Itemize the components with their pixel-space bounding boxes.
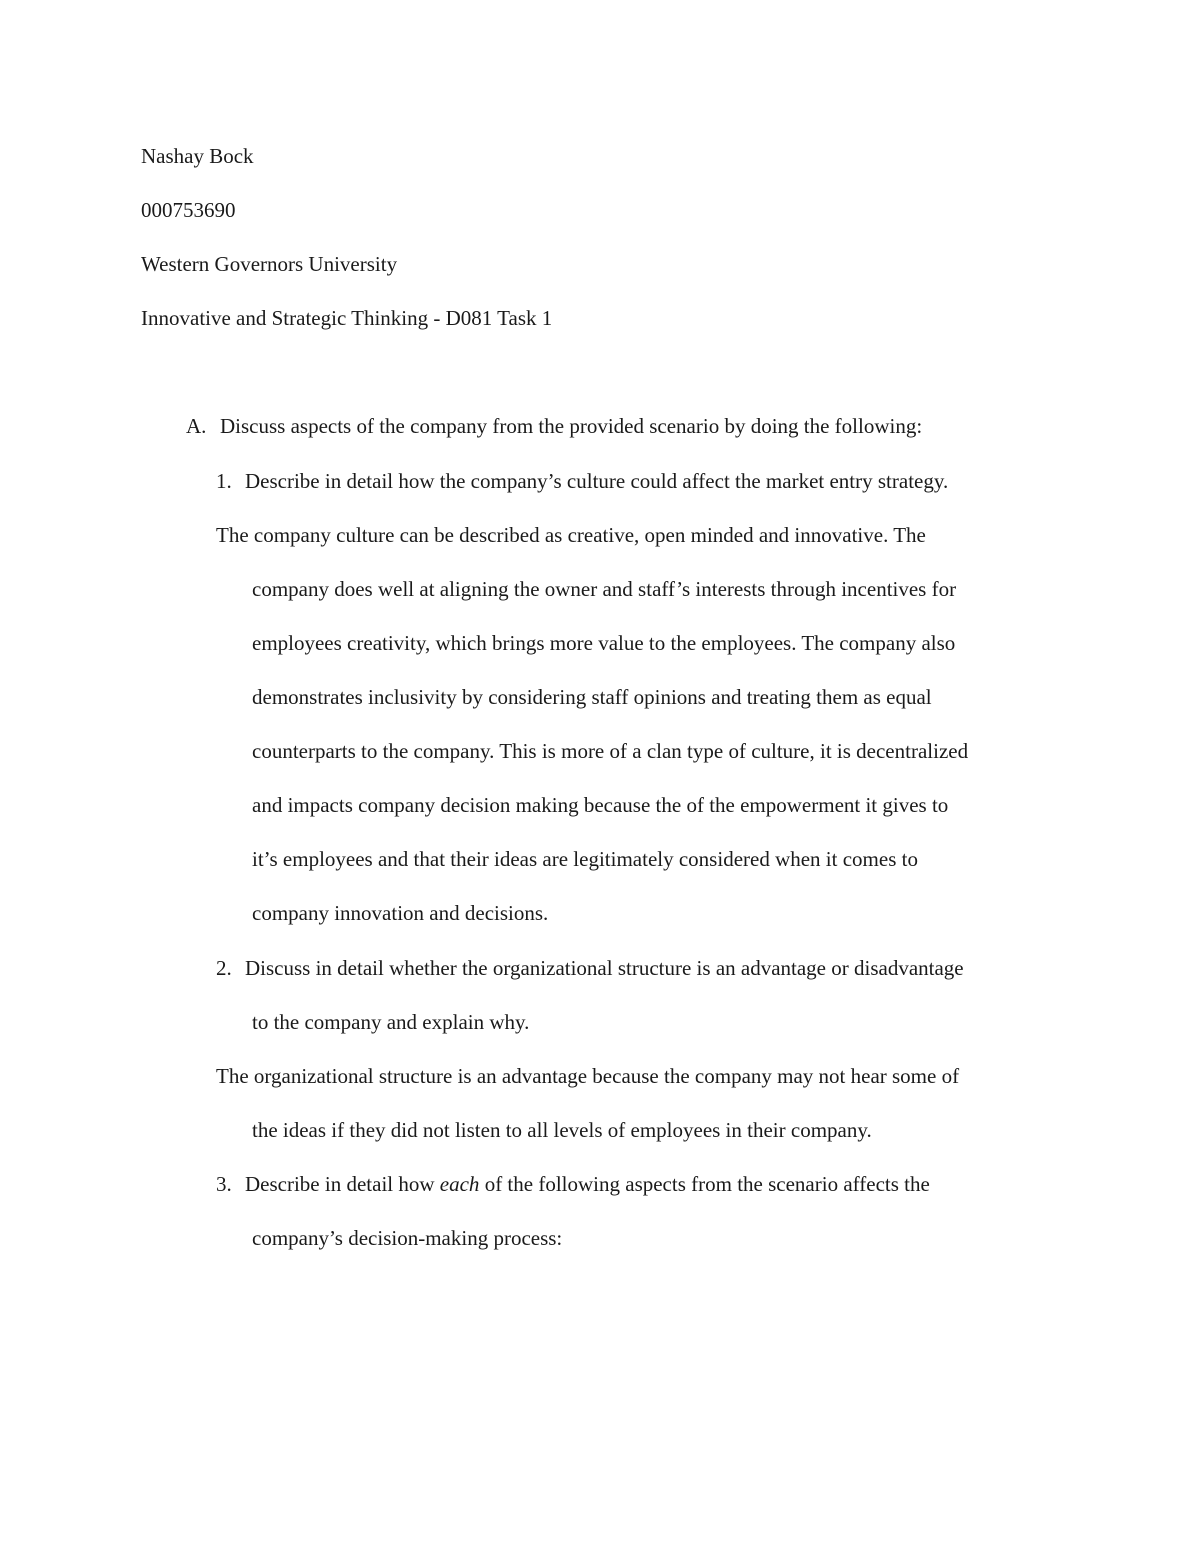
item-1-question: Describe in detail how the company’s culture could affect the market entry strategy.	[245, 469, 949, 493]
item-1-answer-line: company does well at aligning the owner and staff’s interests through incentives for	[252, 577, 957, 601]
university-name: Western Governors University	[141, 252, 398, 276]
item-3-number: 3.	[216, 1172, 232, 1196]
item-2-answer-line: the ideas if they did not listen to all levels of employees in their company.	[252, 1118, 872, 1142]
item-2-question-line: to the company and explain why.	[252, 1010, 530, 1034]
item-2-answer-line: The organizational structure is an advantage because the company may not hear some of	[216, 1064, 960, 1088]
item-3-question-emphasis: each	[439, 1172, 480, 1196]
item-1-answer-line: counterparts to the company. This is more of a clan type of culture, it is decentralized	[252, 739, 969, 763]
item-1-answer-line: demonstrates inclusivity by considering staff opinions and treating them as equal	[252, 685, 932, 709]
item-1-answer-line: it’s employees and that their ideas are legitimately considered when it comes to	[252, 847, 918, 871]
author-name: Nashay Bock	[141, 144, 254, 168]
item-1-answer-line: and impacts company decision making because the of the empowerment it gives to	[252, 793, 949, 817]
section-a-prompt: Discuss aspects of the company from the provided scenario by doing the following:	[220, 414, 923, 438]
item-3-question-after: of the following aspects from the scenario affects the	[479, 1172, 930, 1196]
item-3-question-before: Describe in detail how	[245, 1172, 440, 1196]
item-2-number: 2.	[216, 956, 232, 980]
section-a-label: A.	[186, 414, 207, 438]
item-1-answer-line: employees creativity, which brings more value to the employees. The company also	[252, 631, 956, 655]
item-1-answer-line: company innovation and decisions.	[252, 901, 549, 925]
item-1-number: 1.	[216, 469, 232, 493]
student-id: 000753690	[141, 198, 236, 222]
item-1-answer-line: The company culture can be described as creative, open minded and innovative. The	[216, 523, 926, 547]
item-3-question-line-2: company’s decision-making process:	[252, 1226, 563, 1250]
item-3-question	[245, 1170, 930, 1198]
item-2-question-line: Discuss in detail whether the organizational structure is an advantage or disadvantage	[245, 956, 964, 980]
course-title: Innovative and Strategic Thinking - D081 Task 1	[141, 306, 553, 330]
